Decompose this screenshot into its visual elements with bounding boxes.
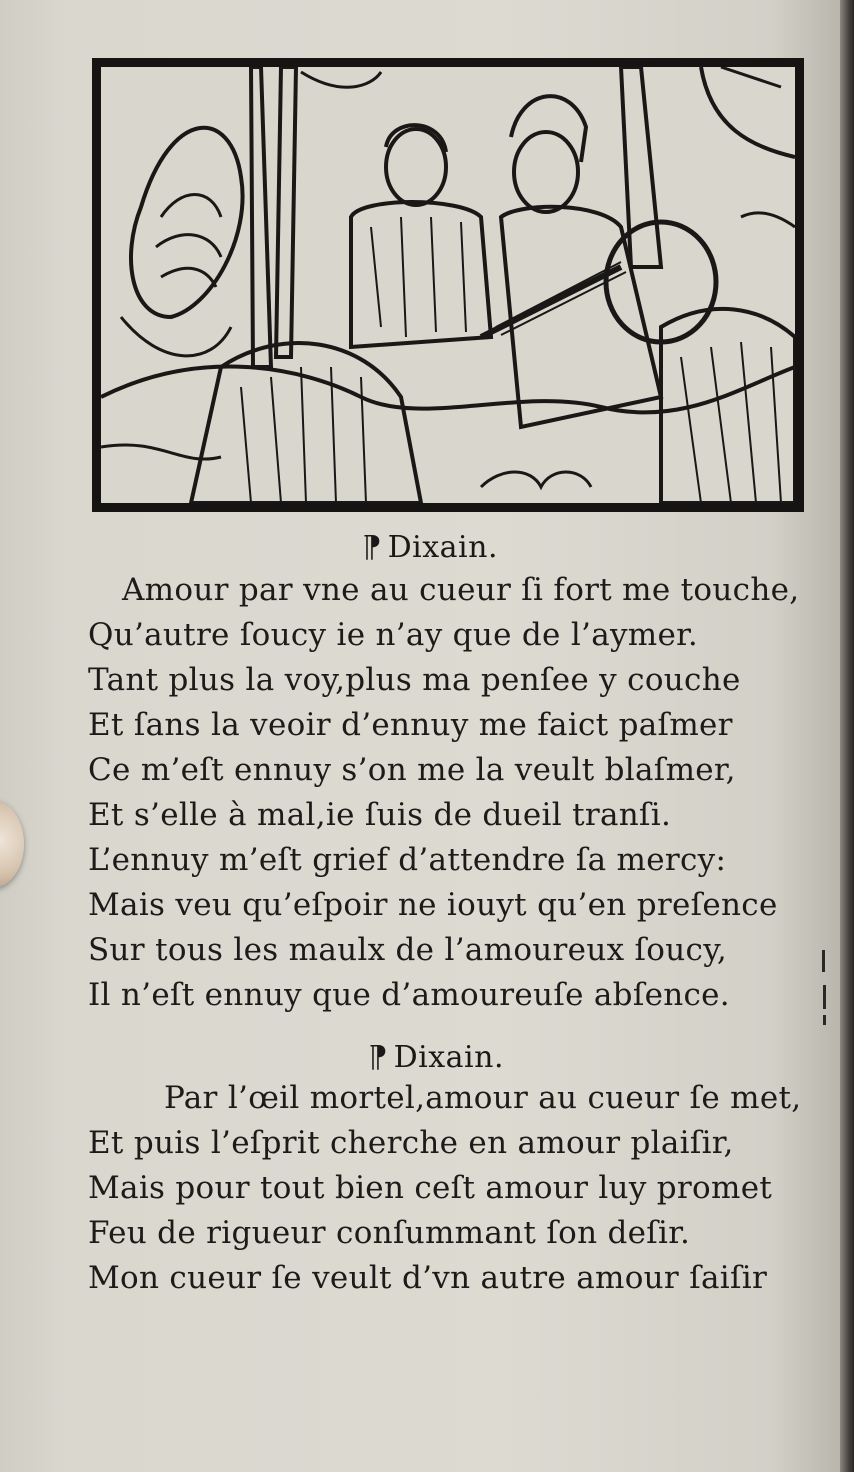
- verse-line: Mon cueur ſe veult d’vn autre amour ſaiſir: [88, 1260, 768, 1296]
- verse-line: Sur tous les maulx de l’amoureux ſoucy,: [88, 932, 728, 968]
- verse-line: Et s’elle à mal,ie ſuis de dueil tranſi.: [88, 797, 672, 833]
- verse-line: Et ſans la veoir d’ennuy me faict paſmer: [88, 707, 733, 743]
- verse-line: Amour par vne au cueur ſi fort me touche,: [122, 572, 800, 608]
- pilcrow-icon: ¶: [362, 530, 382, 565]
- margin-mark: [822, 950, 825, 972]
- section-heading-1: [362, 530, 498, 565]
- heading-text: Dixain.: [393, 1040, 504, 1075]
- verse-line: Et puis l’eſprit cherche en amour plaiſir,: [88, 1125, 734, 1161]
- margin-mark: [823, 1015, 826, 1025]
- heading-text: Dixain.: [387, 530, 498, 565]
- verse-line: Il n’eſt ennuy que d’amoureuſe abſence.: [88, 977, 730, 1013]
- verse-line: Par l’œil mortel,amour au cueur ſe met,: [164, 1080, 802, 1116]
- woodcut-lute-players-icon: [101, 67, 795, 503]
- verse-block-2: [88, 1076, 801, 1301]
- woodcut-illustration: [92, 58, 804, 512]
- verse-line: Qu’autre ſoucy ie n’ay que de l’aymer.: [88, 617, 698, 653]
- verse-line: Mais pour tout bien ceſt amour luy promet: [88, 1170, 773, 1206]
- verse-line: Feu de rigueur conſummant ſon deſir.: [88, 1215, 691, 1251]
- verse-block-1: [88, 568, 799, 1018]
- verse-line: Mais veu qu’eſpoir ne iouyt qu’en preſence: [88, 887, 778, 923]
- page-clip-mark: [0, 800, 24, 888]
- margin-mark: [823, 985, 826, 1009]
- book-spine-edge: [840, 0, 854, 1472]
- verse-line: Tant plus la voy,plus ma penſee y couche: [88, 662, 741, 698]
- verse-line: Ce m’eſt ennuy s’on me la veult blaſmer,: [88, 752, 736, 788]
- section-heading-2: [368, 1040, 504, 1075]
- pilcrow-icon: ¶: [368, 1040, 388, 1075]
- verse-line: L’ennuy m’eſt grief d’attendre ſa mercy:: [88, 842, 727, 878]
